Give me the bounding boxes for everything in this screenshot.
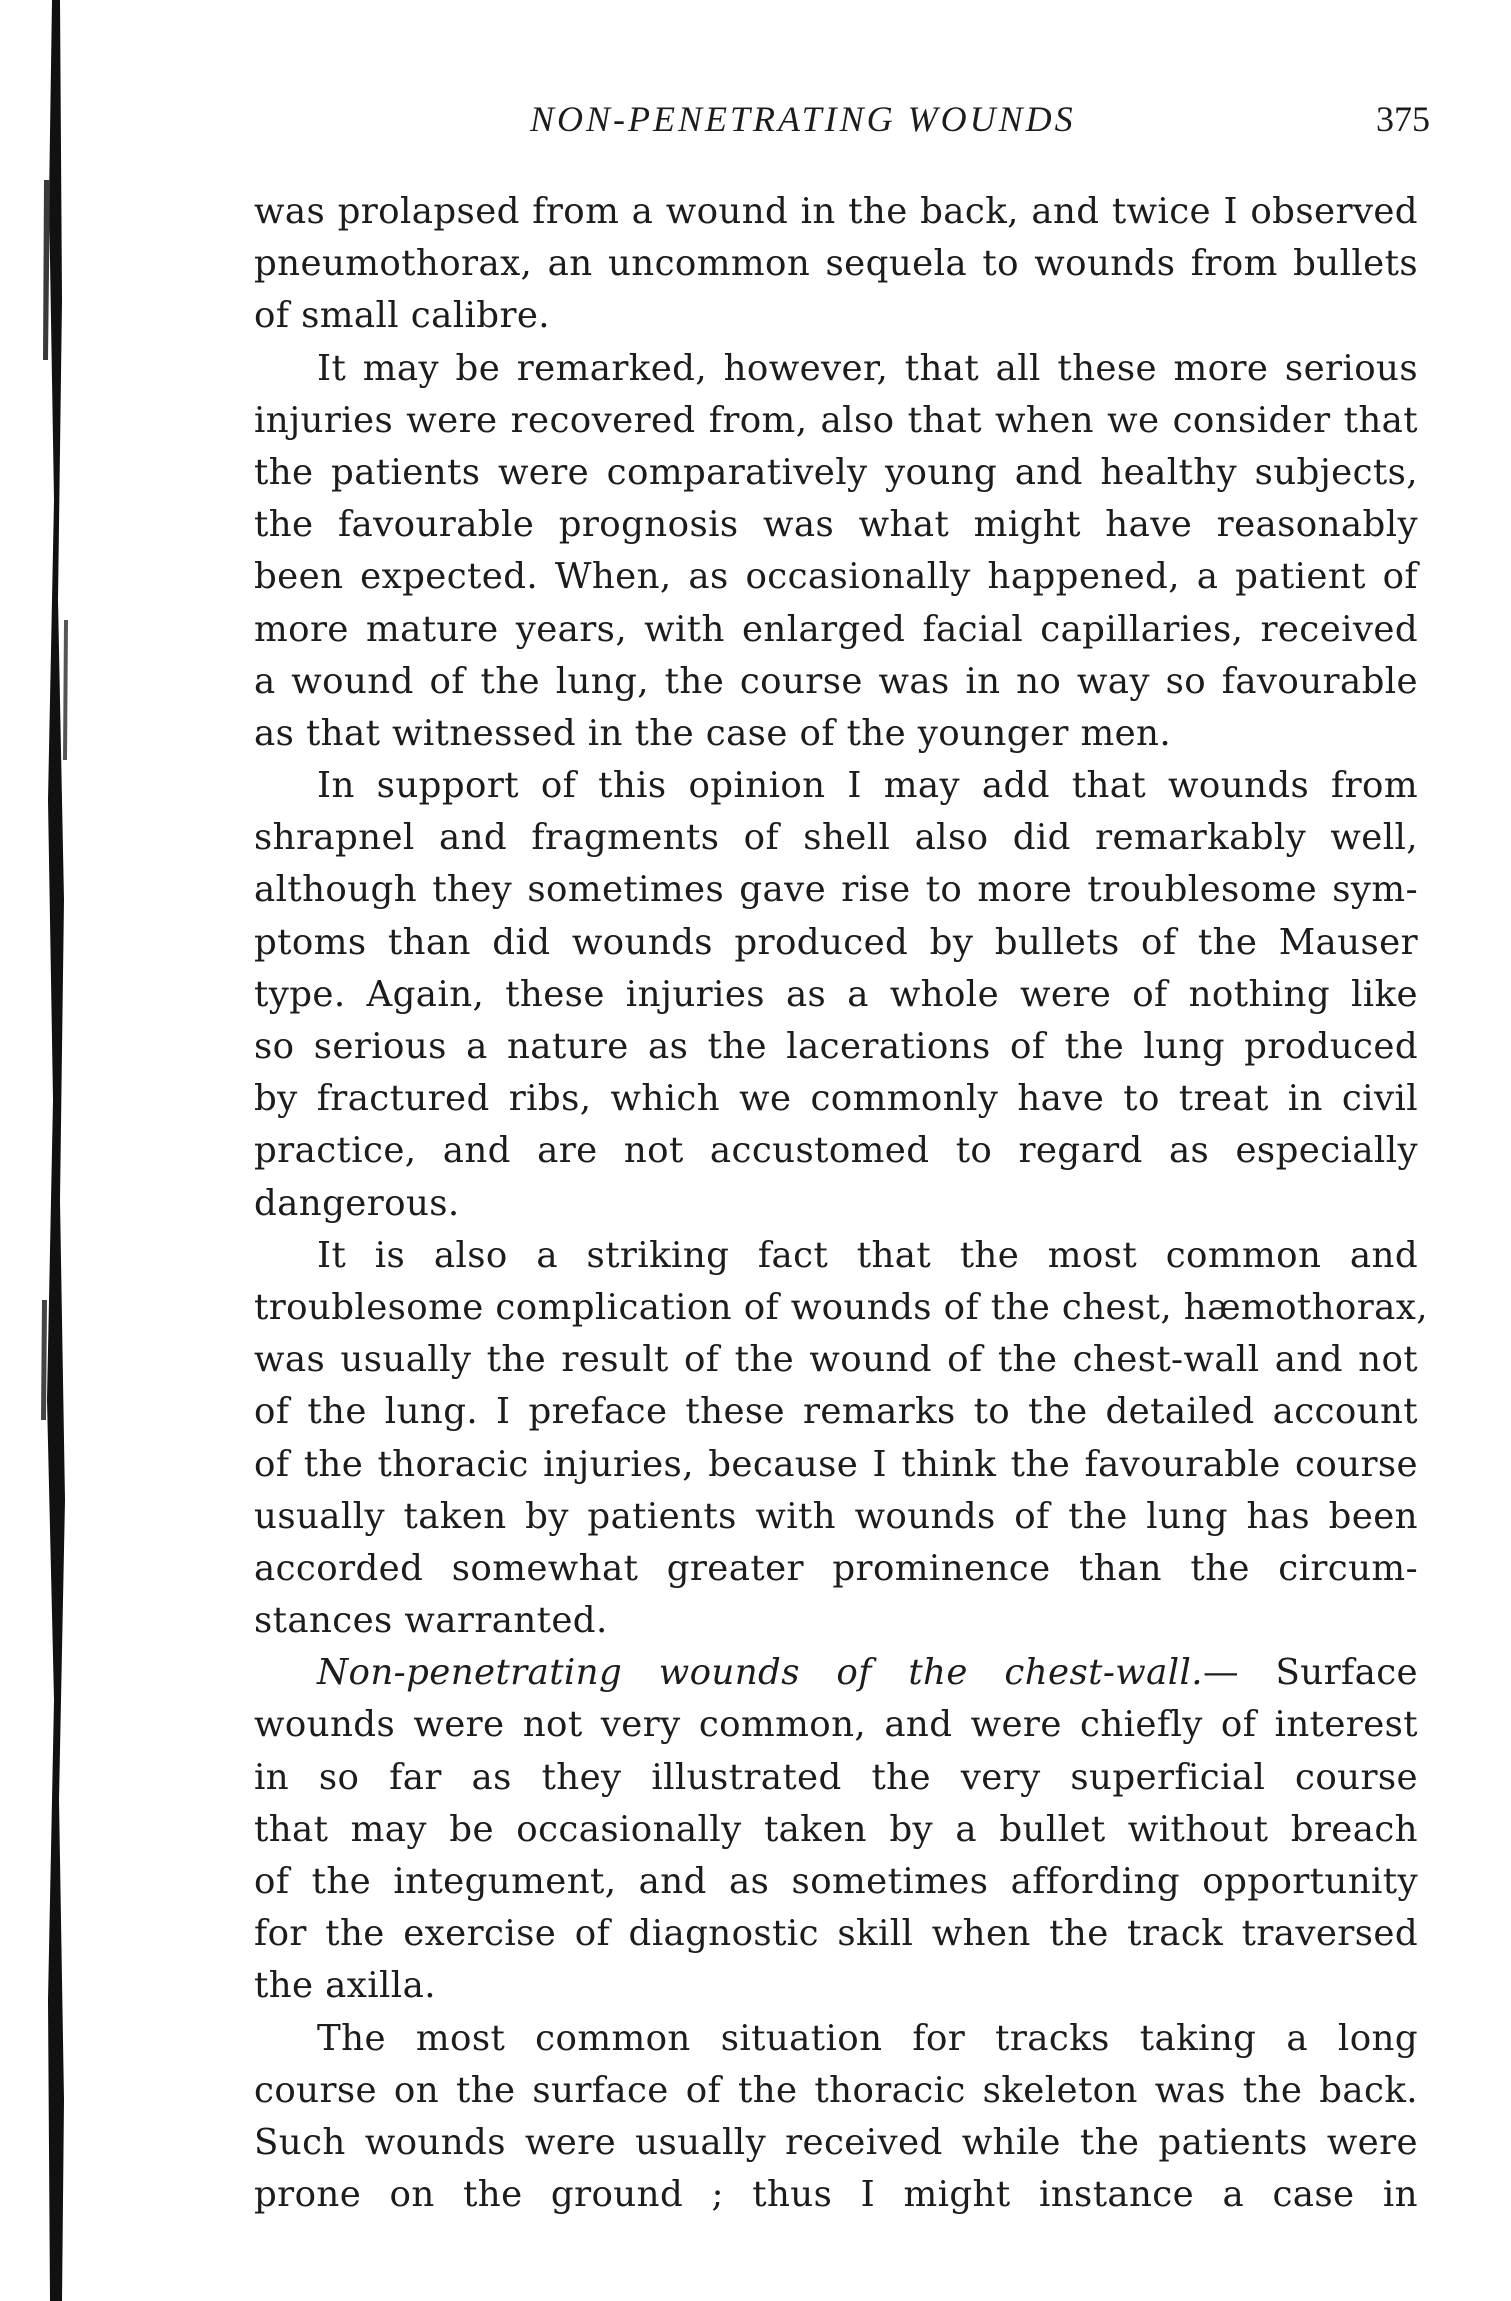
text-line: It may be remarked, however, that all these more serious [317, 347, 1418, 389]
text-line: course on the surface of the thoracic skeleton was the back. [254, 2069, 1418, 2111]
paragraph [254, 1647, 1418, 2012]
text-line: type. Again, these injuries as a whole were of nothing like [254, 973, 1418, 1015]
text-line: ptoms than did wounds produced by bullets of the Mauser [254, 921, 1418, 963]
text-line: stances warranted. [254, 1600, 608, 1642]
running-title: NON-PENETRATING WOUNDS [530, 99, 1076, 139]
paragraph [254, 343, 1418, 761]
paragraph [254, 186, 1418, 343]
text-line: was prolapsed from a wound in the back, and twice I observed [254, 191, 1418, 232]
page-number: 375 [1376, 99, 1430, 139]
text-line: dangerous. [254, 1182, 460, 1224]
text-line: accorded somewhat greater prominence than the circum- [254, 1547, 1418, 1589]
text-line: the axilla. [254, 1965, 436, 2007]
text-line: for the exercise of diagnostic skill when the track traversed [254, 1913, 1418, 1955]
text-line: was usually the result of the wound of the chest-wall and not [254, 1339, 1418, 1381]
text-line: of the thoracic injuries, because I think the favourable course [254, 1443, 1418, 1485]
text-line: although they sometimes gave rise to more troublesome sym- [254, 869, 1418, 911]
text-line: as that witnessed in the case of the younger men. [254, 712, 1172, 754]
text-line: the patients were comparatively young and healthy subjects, [254, 451, 1418, 493]
text-line: the favourable prognosis was what might have reasonably [254, 504, 1418, 546]
section-heading-italic: Non-penetrating wounds of the chest-wall. [317, 1652, 1203, 1694]
text-line: prone on the ground ; thus I might instance a case in [254, 2174, 1418, 2216]
text-line: of the integument, and as sometimes affording opportunity [254, 1861, 1418, 1902]
text-line: in so far as they illustrated the very superficial course [254, 1756, 1418, 1798]
paragraph [254, 760, 1418, 1230]
text-line: that may be occasionally taken by a bullet without breach [254, 1808, 1418, 1850]
text-line: In support of this opinion I may add that wounds from [317, 765, 1418, 807]
text-line [254, 1647, 1418, 1699]
text-line: of small calibre. [254, 295, 551, 337]
page-header [250, 98, 1430, 158]
text-line: Such wounds were usually received while the patients were [254, 2121, 1418, 2163]
text-line: been expected. When, as occasionally happened, a patient of [254, 556, 1418, 598]
text-line: of the lung. I preface these remarks to the detailed account [254, 1391, 1418, 1433]
binding-edge-shadow [38, 0, 72, 2301]
text-line: The most common situation for tracks taking a long [317, 2017, 1418, 2059]
text-line: so serious a nature as the lacerations of the lung produced [254, 1026, 1418, 1067]
section-heading-rest: — Surface [1203, 1652, 1418, 1694]
text-line: pneumothorax, an uncommon sequela to wounds from bullets [254, 243, 1418, 285]
text-line: more mature years, with enlarged facial capillaries, received [254, 608, 1418, 650]
text-line: usually taken by patients with wounds of the lung has been [254, 1495, 1418, 1537]
text-line: injuries were recovered from, also that when we consider that [254, 399, 1418, 441]
paragraph [254, 1230, 1428, 1648]
text-line: wounds were not very common, and were chiefly of interest [254, 1704, 1418, 1746]
text-line: a wound of the lung, the course was in no way so favourable [254, 660, 1418, 702]
text-line: shrapnel and fragments of shell also did remarkably well, [254, 817, 1418, 859]
paragraph [254, 2013, 1418, 2222]
text-line: by fractured ribs, which we commonly have to treat in civil [254, 1078, 1418, 1120]
text-line: It is also a striking fact that the most common and [317, 1234, 1418, 1276]
text-line: practice, and are not accustomed to regard as especially [254, 1130, 1418, 1172]
text-line: troublesome complication of wounds of the chest, hæmothorax, [254, 1286, 1428, 1328]
body-text [254, 186, 1428, 2221]
